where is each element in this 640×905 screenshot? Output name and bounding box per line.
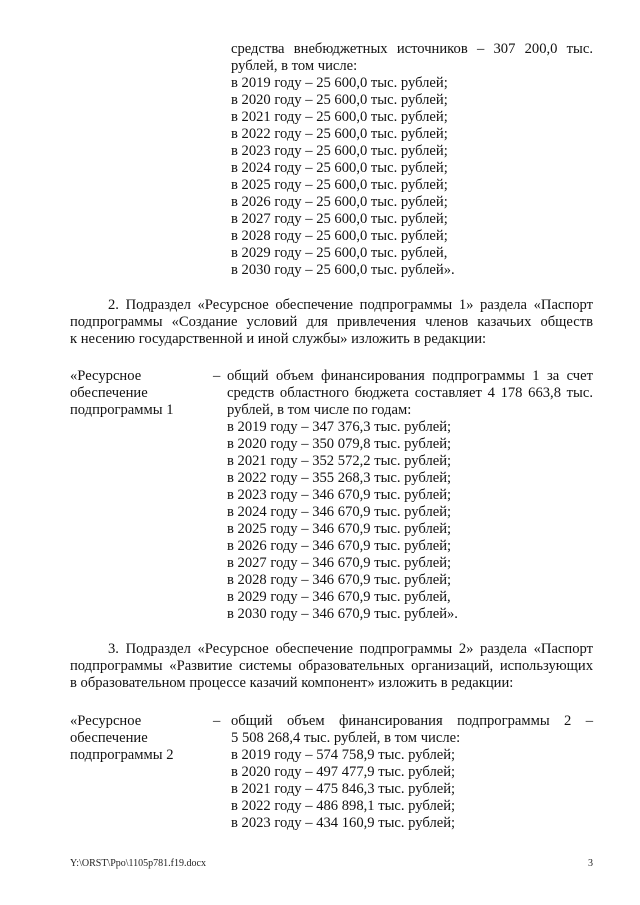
section3-para-line-3: в образовательном процессе казачий компонент» изложить в редакции: — [70, 675, 514, 691]
section2-year-line: в 2029 году – 346 670,9 тыс. рублей, — [227, 589, 451, 605]
section3-year-line: в 2022 году – 486 898,1 тыс. рублей; — [231, 798, 456, 814]
section2-year-line: в 2023 году – 346 670,9 тыс. рублей; — [227, 487, 452, 503]
section3-label-line: обеспечение — [70, 730, 148, 746]
section2-year-line: в 2026 году – 346 670,9 тыс. рублей; — [227, 538, 452, 554]
section3-year-line: в 2019 году – 574 758,9 тыс. рублей; — [231, 747, 456, 763]
section2-year-line: в 2025 году – 346 670,9 тыс. рублей; — [227, 521, 452, 537]
top-year-line: в 2023 году – 25 600,0 тыс. рублей; — [231, 143, 448, 159]
section3-label-line: подпрограммы 2 — [70, 747, 174, 763]
section2-value-line: средств областного бюджета составляет 4 178 663,8 тыс. — [227, 385, 593, 401]
footer-file-path: Y:\ORST\Ppo\1105p781.f19.docx — [70, 858, 206, 869]
section3-year-line: в 2021 году – 475 846,3 тыс. рублей; — [231, 781, 456, 797]
top-year-line: в 2024 году – 25 600,0 тыс. рублей; — [231, 160, 448, 176]
section3-label-line: «Ресурсное — [70, 713, 142, 729]
section2-year-line: в 2020 году – 350 079,8 тыс. рублей; — [227, 436, 452, 452]
section2-year-line: в 2030 году – 346 670,9 тыс. рублей». — [227, 606, 458, 622]
section2-year-line: в 2022 году – 355 268,3 тыс. рублей; — [227, 470, 452, 486]
section3-year-line: в 2020 году – 497 477,9 тыс. рублей; — [231, 764, 456, 780]
section2-para-line-3: к несению государственной и иной службы» изложить в редакции: — [70, 331, 487, 347]
section3-para-line-1: 3. Подраздел «Ресурсное обеспечение подпрограммы 2» раздела «Паспорт — [108, 641, 593, 657]
section3-dash: – — [213, 713, 221, 729]
top-block-line-1: средства внебюджетных источников – 307 200,0 тыс. — [231, 41, 593, 57]
footer-page-number: 3 — [588, 858, 593, 869]
section3-value-line: общий объем финансирования подпрограммы 2 – — [231, 713, 593, 729]
top-year-line: в 2019 году – 25 600,0 тыс. рублей; — [231, 75, 448, 91]
section2-year-line: в 2028 году – 346 670,9 тыс. рублей; — [227, 572, 452, 588]
section3-year-line: в 2023 году – 434 160,9 тыс. рублей; — [231, 815, 456, 831]
section3-value-line: 5 508 268,4 тыс. рублей, в том числе: — [231, 730, 461, 746]
top-year-line: в 2030 году – 25 600,0 тыс. рублей». — [231, 262, 455, 278]
section2-year-line: в 2019 году – 347 376,3 тыс. рублей; — [227, 419, 452, 435]
section2-label-line: подпрограммы 1 — [70, 402, 174, 418]
top-block-line-2: рублей, в том числе: — [231, 58, 358, 74]
section2-year-line: в 2024 году – 346 670,9 тыс. рублей; — [227, 504, 452, 520]
top-year-line: в 2028 году – 25 600,0 тыс. рублей; — [231, 228, 448, 244]
section2-dash: – — [213, 368, 221, 384]
top-year-line: в 2029 году – 25 600,0 тыс. рублей, — [231, 245, 448, 261]
top-year-line: в 2022 году – 25 600,0 тыс. рублей; — [231, 126, 448, 142]
section3-para-line-2: подпрограммы «Развитие системы образовательных организаций, использующих — [70, 658, 593, 674]
top-year-line: в 2021 году – 25 600,0 тыс. рублей; — [231, 109, 448, 125]
section2-value-line: общий объем финансирования подпрограммы 1 за счет — [227, 368, 593, 384]
top-year-line: в 2020 году – 25 600,0 тыс. рублей; — [231, 92, 448, 108]
section2-year-line: в 2021 году – 352 572,2 тыс. рублей; — [227, 453, 452, 469]
section2-year-line: в 2027 году – 346 670,9 тыс. рублей; — [227, 555, 452, 571]
section2-para-line-1: 2. Подраздел «Ресурсное обеспечение подпрограммы 1» раздела «Паспорт — [108, 297, 593, 313]
section2-label-line: «Ресурсное — [70, 368, 142, 384]
top-year-line: в 2027 году – 25 600,0 тыс. рублей; — [231, 211, 448, 227]
section2-value-line: рублей, в том числе по годам: — [227, 402, 412, 418]
top-year-line: в 2026 году – 25 600,0 тыс. рублей; — [231, 194, 448, 210]
section2-label-line: обеспечение — [70, 385, 148, 401]
section2-para-line-2: подпрограммы «Создание условий для привлечения членов казачьих обществ — [70, 314, 593, 330]
top-year-line: в 2025 году – 25 600,0 тыс. рублей; — [231, 177, 448, 193]
